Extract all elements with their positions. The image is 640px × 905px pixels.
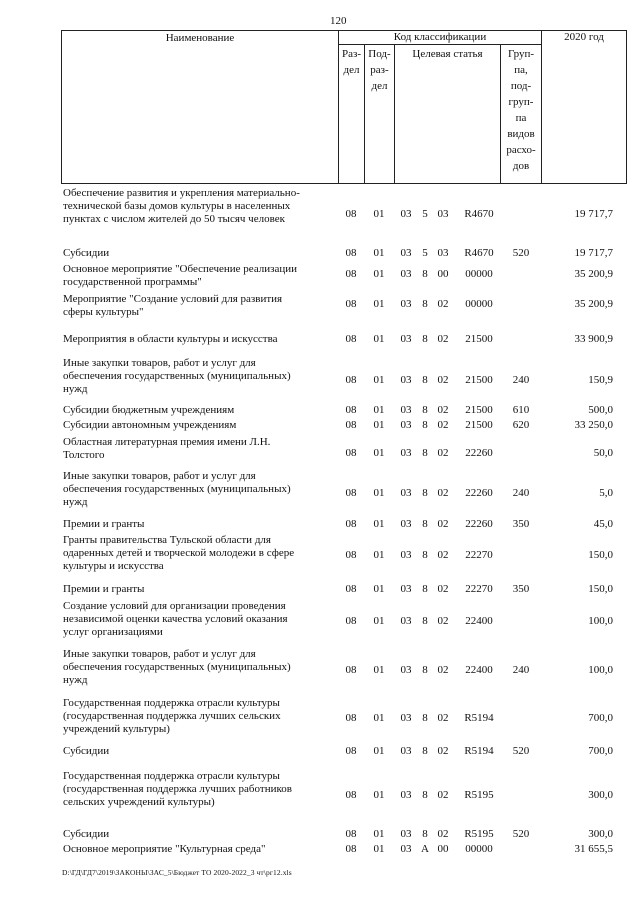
cell-vr: 520 <box>512 247 530 259</box>
cell-sum: 31 655,5 <box>574 843 613 855</box>
cell-rz: 08 <box>345 615 357 627</box>
cell-vr: 240 <box>512 374 530 386</box>
header-razdel: Раз- дел <box>341 48 361 76</box>
cell-rz: 08 <box>345 298 357 310</box>
cell-c: 02 <box>437 549 449 561</box>
cell-d: 22260 <box>465 447 493 459</box>
cell-b: 8 <box>422 664 428 676</box>
cell-b: 8 <box>422 789 428 801</box>
row-name: Субсидии <box>63 247 110 259</box>
cell-sum: 150,0 <box>588 583 613 595</box>
cell-a: 03 <box>400 404 412 416</box>
cell-b: 8 <box>422 447 428 459</box>
cell-rz: 08 <box>345 487 357 499</box>
cell-rz: 08 <box>345 247 357 259</box>
cell-b: 5 <box>422 208 428 220</box>
cell-a: 03 <box>400 298 412 310</box>
header-year: 2020 год <box>564 31 604 43</box>
cell-a: 03 <box>400 247 412 259</box>
cell-c: 03 <box>437 247 449 259</box>
cell-c: 00 <box>437 843 449 855</box>
cell-a: 03 <box>400 333 412 345</box>
cell-d: 00000 <box>465 298 493 310</box>
cell-rz: 08 <box>345 583 357 595</box>
header-code: Код классификации <box>393 31 487 43</box>
cell-b: 8 <box>422 374 428 386</box>
row-name: Мероприятия в области культуры и искусства <box>63 333 278 345</box>
cell-rz: 08 <box>345 789 357 801</box>
cell-a: 03 <box>400 374 412 386</box>
cell-b: 8 <box>422 583 428 595</box>
cell-pr: 01 <box>373 208 385 220</box>
cell-d: 22270 <box>465 549 493 561</box>
cell-d: 21500 <box>465 419 493 431</box>
cell-sum: 33 250,0 <box>574 419 613 431</box>
row-name: Иные закупки товаров, работ и услуг для обеспечения государственных (муниципальных) нужд <box>63 470 291 508</box>
cell-rz: 08 <box>345 268 357 280</box>
cell-sum: 150,0 <box>588 549 613 561</box>
cell-rz: 08 <box>345 374 357 386</box>
cell-rz: 08 <box>345 208 357 220</box>
cell-sum: 35 200,9 <box>574 298 613 310</box>
cell-b: 8 <box>422 828 428 840</box>
cell-sum: 50,0 <box>593 447 613 459</box>
cell-a: 03 <box>400 419 412 431</box>
cell-a: 03 <box>400 828 412 840</box>
cell-rz: 08 <box>345 664 357 676</box>
cell-sum: 19 717,7 <box>574 208 613 220</box>
cell-rz: 08 <box>345 333 357 345</box>
cell-vr: 520 <box>512 828 530 840</box>
cell-a: 03 <box>400 447 412 459</box>
cell-c: 02 <box>437 583 449 595</box>
cell-pr: 01 <box>373 419 385 431</box>
cell-c: 02 <box>437 487 449 499</box>
cell-b: 8 <box>422 298 428 310</box>
cell-sum: 33 900,9 <box>574 333 613 345</box>
cell-rz: 08 <box>345 745 357 757</box>
cell-d: R5194 <box>464 745 494 757</box>
cell-sum: 150,9 <box>588 374 613 386</box>
cell-rz: 08 <box>345 828 357 840</box>
row-name: Премии и гранты <box>63 518 145 530</box>
cell-pr: 01 <box>373 664 385 676</box>
cell-sum: 35 200,9 <box>574 268 613 280</box>
cell-pr: 01 <box>373 583 385 595</box>
cell-vr: 610 <box>512 404 530 416</box>
row-name: Обеспечение развития и укрепления материально- технической базы домов культуры в населенных пунктах с числом жителей до 50 тысяч человек <box>63 187 300 225</box>
cell-c: 00 <box>437 268 449 280</box>
cell-d: 22400 <box>465 615 493 627</box>
cell-b: 8 <box>422 419 428 431</box>
cell-d: 21500 <box>465 333 493 345</box>
cell-sum: 300,0 <box>588 789 613 801</box>
cell-vr: 620 <box>512 419 530 431</box>
cell-d: 00000 <box>465 843 493 855</box>
row-name: Областная литературная премия имени Л.Н. Толстого <box>63 436 271 461</box>
row-name: Гранты правительства Тульской области для одаренных детей и творческой молодежи в сфере культуры и искусства <box>63 534 295 572</box>
cell-c: 02 <box>437 518 449 530</box>
cell-a: 03 <box>400 615 412 627</box>
cell-pr: 01 <box>373 298 385 310</box>
cell-vr: 240 <box>512 487 530 499</box>
header-group: Груп- па, под- груп- па видов расхо- дов <box>506 48 536 172</box>
cell-a: 03 <box>400 789 412 801</box>
cell-sum: 19 717,7 <box>574 247 613 259</box>
cell-rz: 08 <box>345 549 357 561</box>
cell-d: 00000 <box>465 268 493 280</box>
page-number: 120 <box>330 15 347 27</box>
cell-pr: 01 <box>373 712 385 724</box>
cell-d: 21500 <box>465 404 493 416</box>
cell-pr: 01 <box>373 268 385 280</box>
cell-d: 22270 <box>465 583 493 595</box>
cell-sum: 100,0 <box>588 615 613 627</box>
cell-b: 8 <box>422 268 428 280</box>
cell-a: 03 <box>400 664 412 676</box>
row-name: Иные закупки товаров, работ и услуг для обеспечения государственных (муниципальных) нужд <box>63 357 291 395</box>
cell-pr: 01 <box>373 447 385 459</box>
row-name: Основное мероприятие "Культурная среда" <box>63 843 266 855</box>
cell-vr: 350 <box>512 518 530 530</box>
cell-c: 02 <box>437 664 449 676</box>
header-podrazdel: Под- раз- дел <box>368 48 391 92</box>
cell-d: 21500 <box>465 374 493 386</box>
cell-pr: 01 <box>373 615 385 627</box>
cell-c: 02 <box>437 404 449 416</box>
row-name: Субсидии бюджетным учреждениям <box>63 404 235 416</box>
cell-pr: 01 <box>373 518 385 530</box>
cell-pr: 01 <box>373 333 385 345</box>
cell-sum: 700,0 <box>588 712 613 724</box>
cell-vr: 350 <box>512 583 530 595</box>
row-name: Государственная поддержка отрасли культуры (государственная поддержка лучших сельских учреждений культуры) <box>63 697 281 735</box>
row-name: Субсидии <box>63 745 110 757</box>
cell-b: 5 <box>422 247 428 259</box>
cell-rz: 08 <box>345 447 357 459</box>
cell-c: 02 <box>437 712 449 724</box>
cell-d: R4670 <box>464 208 494 220</box>
cell-c: 02 <box>437 615 449 627</box>
cell-c: 02 <box>437 828 449 840</box>
cell-a: 03 <box>400 518 412 530</box>
cell-d: R5194 <box>464 712 494 724</box>
header-name: Наименование <box>165 32 235 44</box>
cell-d: R5195 <box>464 828 494 840</box>
cell-c: 02 <box>437 333 449 345</box>
cell-a: 03 <box>400 268 412 280</box>
cell-d: 22400 <box>465 664 493 676</box>
cell-pr: 01 <box>373 374 385 386</box>
cell-sum: 45,0 <box>593 518 613 530</box>
cell-a: 03 <box>400 208 412 220</box>
cell-a: 03 <box>400 583 412 595</box>
cell-d: 22260 <box>465 487 493 499</box>
cell-b: 8 <box>422 404 428 416</box>
cell-rz: 08 <box>345 712 357 724</box>
cell-sum: 5,0 <box>599 487 613 499</box>
cell-sum: 500,0 <box>588 404 613 416</box>
cell-c: 02 <box>437 374 449 386</box>
cell-a: 03 <box>400 487 412 499</box>
cell-pr: 01 <box>373 549 385 561</box>
cell-c: 02 <box>437 789 449 801</box>
cell-d: R5195 <box>464 789 494 801</box>
cell-rz: 08 <box>345 419 357 431</box>
cell-c: 03 <box>437 208 449 220</box>
cell-pr: 01 <box>373 247 385 259</box>
cell-pr: 01 <box>373 404 385 416</box>
cell-pr: 01 <box>373 828 385 840</box>
cell-sum: 300,0 <box>588 828 613 840</box>
cell-d: R4670 <box>464 247 494 259</box>
row-name: Основное мероприятие "Обеспечение реализации государственной программы" <box>63 263 298 288</box>
row-name: Мероприятие "Создание условий для развития сферы культуры" <box>63 293 283 318</box>
cell-b: 8 <box>422 615 428 627</box>
cell-c: 02 <box>437 419 449 431</box>
cell-sum: 700,0 <box>588 745 613 757</box>
cell-b: 8 <box>422 487 428 499</box>
cell-c: 02 <box>437 447 449 459</box>
cell-a: 03 <box>400 843 412 855</box>
cell-b: 8 <box>422 333 428 345</box>
cell-rz: 08 <box>345 518 357 530</box>
cell-vr: 240 <box>512 664 530 676</box>
cell-pr: 01 <box>373 843 385 855</box>
cell-a: 03 <box>400 549 412 561</box>
cell-a: 03 <box>400 745 412 757</box>
row-name: Иные закупки товаров, работ и услуг для обеспечения государственных (муниципальных) нужд <box>63 648 291 686</box>
cell-vr: 520 <box>512 745 530 757</box>
row-name: Государственная поддержка отрасли культуры (государственная поддержка лучших работников сельских учреждений культуры) <box>63 770 292 808</box>
file-path-footer: D:\ГД\ГД7\2019\ЗАКОНЫ\ЗАС_5\Бюджет ТО 2020-2022_3 чт\рг12.xls <box>62 868 292 877</box>
row-name: Субсидии <box>63 828 110 840</box>
cell-rz: 08 <box>345 404 357 416</box>
row-name: Субсидии автономным учреждениям <box>63 419 237 431</box>
cell-b: 8 <box>422 549 428 561</box>
cell-c: 02 <box>437 745 449 757</box>
cell-pr: 01 <box>373 745 385 757</box>
cell-c: 02 <box>437 298 449 310</box>
cell-rz: 08 <box>345 843 357 855</box>
cell-b: А <box>421 843 429 855</box>
cell-b: 8 <box>422 518 428 530</box>
cell-pr: 01 <box>373 487 385 499</box>
cell-d: 22260 <box>465 518 493 530</box>
cell-b: 8 <box>422 745 428 757</box>
header-target: Целевая статья <box>412 48 483 60</box>
cell-a: 03 <box>400 712 412 724</box>
cell-sum: 100,0 <box>588 664 613 676</box>
cell-pr: 01 <box>373 789 385 801</box>
cell-b: 8 <box>422 712 428 724</box>
row-name: Создание условий для организации проведения независимой оценки качества условий оказания услуг организациями <box>63 600 288 638</box>
row-name: Премии и гранты <box>63 583 145 595</box>
